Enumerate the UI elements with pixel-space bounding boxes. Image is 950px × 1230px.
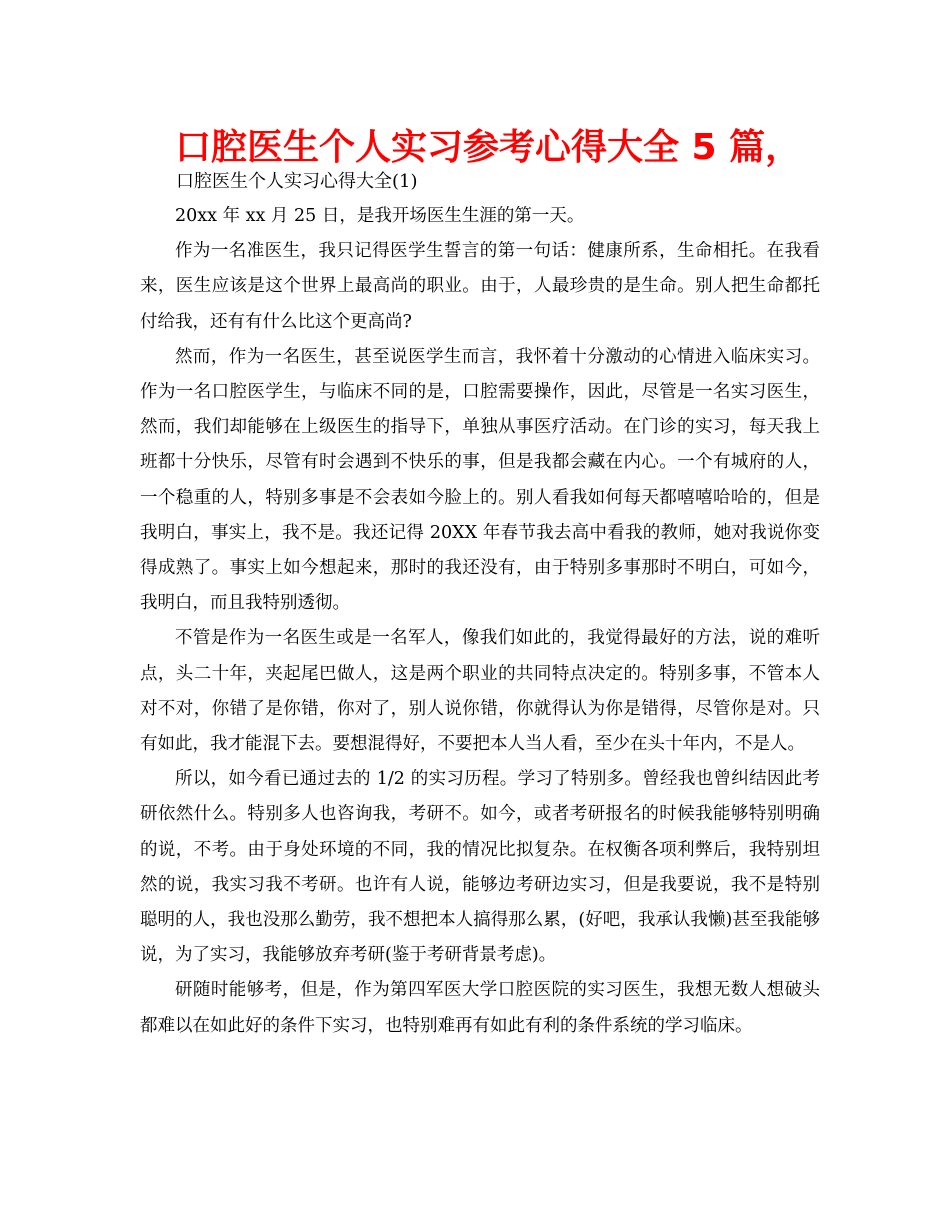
paragraph-2: 作为一名准医生，我只记得医学生誓言的第一句话：健康所系，生命相托。在我看来，医生应该是这个世界上最高尚的职业。由于，人最珍贵的是生命。别人把生命都托付给我，还有有什么比这个更高尚? xyxy=(140,241,820,332)
document-body xyxy=(140,199,820,1044)
paragraph-3: 然而，作为一名医生，甚至说医学生而言，我怀着十分激动的心情进入临床实习。作为一名口腔医学生，与临床不同的是，口腔需要操作，因此，尽管是一名实习医生，然而，我们却能够在上级医生的指导下，单独从事医疗活动。在门诊的实习，每天我上班都十分快乐，尽管有时会遇到不快乐的事，但是我都会藏在内心。一个有城府的人，一个稳重的人，特别多事是不会表如今脸上的。别人看我如何每天都嘻嘻哈哈的，但是我明白，事实上，我不是。我还记得 20XX 年春节我去高中看我的教师，她对我说你变得成熟了。事实上如今想起来，那时的我还没有，由于特别多事那时不明白，可如今，我明白，而且我特别透彻。 xyxy=(140,346,820,614)
document-title: 口腔医生个人实习参考心得大全 5 篇， xyxy=(175,127,802,168)
paragraph-6: 研随时能够考，但是，作为第四军医大学口腔医院的实习医生，我想无数人想破头都难以在如此好的条件下实习，也特别难再有如此有利的条件系统的学习临床。 xyxy=(140,980,820,1036)
paragraph-5: 所以，如今看已通过去的 1/2 的实习历程。学习了特别多。曾经我也曾纠结因此考研依然什么。特别多人也咨询我，考研不。如今，或者考研报名的时候我能够特别明确的说，不考。由于身处环境的不同，我的情况比拟复杂。在权衡各项利弊后，我特别坦然的说，我实习我不考研。也许有人说，能够边考研边实习，但是我要说，我不是特别聪明的人，我也没那么勤劳，我不想把本人搞得那么累，(好吧，我承认我懒)甚至我能够说，为了实习，我能够放弃考研(鉴于考研背景考虑)。 xyxy=(140,769,820,966)
paragraph-1: 20xx 年 xx 月 25 日，是我开场医生生涯的第一天。 xyxy=(175,206,585,226)
paragraph-4: 不管是作为一名医生或是一名军人，像我们如此的，我觉得最好的方法，说的难听点，头二十年，夹起尾巴做人，这是两个职业的共同特点决定的。特别多事，不管本人对不对，你错了是你错，你对了，别人说你错，你就得认为你是错得，尽管你是对。只有如此，我才能混下去。要想混得好，不要把本人当人看，至少在头十年内，不是人。 xyxy=(140,628,820,755)
document-subtitle: 口腔医生个人实习心得大全(1) xyxy=(176,171,418,192)
